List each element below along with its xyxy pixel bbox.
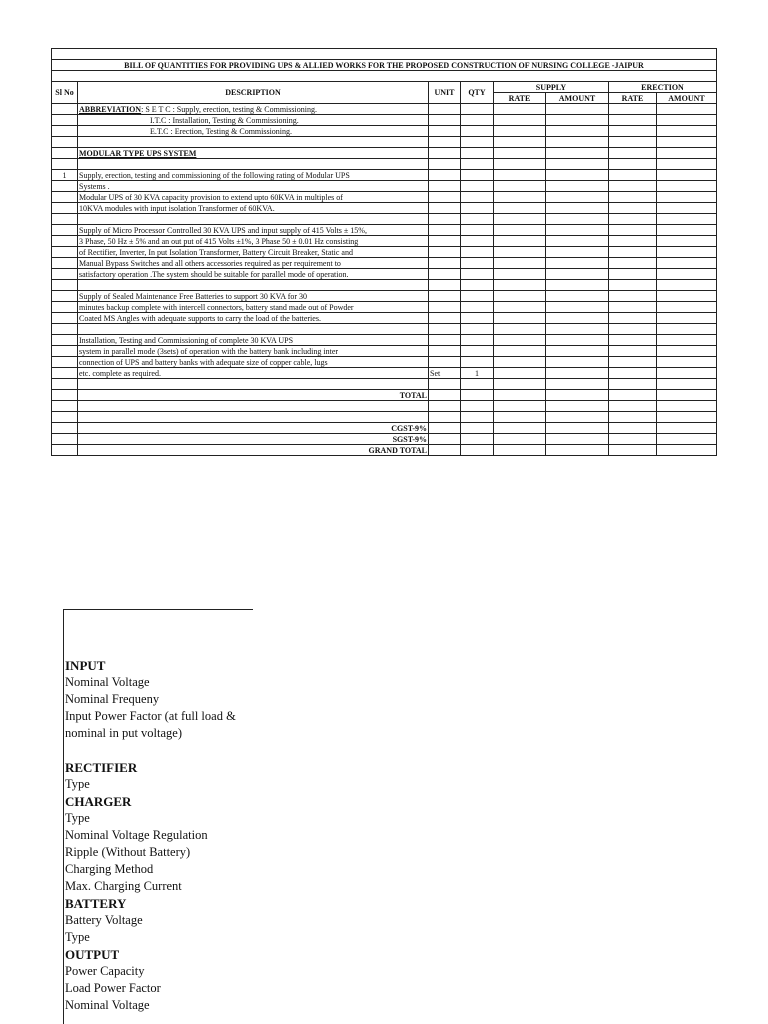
spec-section-heading: OUTPUT	[65, 947, 120, 962]
sgst-label: SGST-9%	[78, 434, 429, 445]
description-line: connection of UPS and battery banks with adequate size of copper cable, lugs	[78, 357, 429, 368]
header-description: DESCRIPTION	[78, 82, 429, 104]
description-row	[52, 357, 717, 368]
abbreviation-label: ABBREVIATION	[79, 104, 142, 114]
description-row	[52, 203, 717, 214]
spec-section-heading: INPUT	[65, 658, 106, 673]
spec-item: Ripple (Without Battery)	[65, 845, 191, 859]
header-erection-amount: AMOUNT	[657, 93, 717, 104]
abbreviation-etc: E.T.C : Erection, Testing & Commissioning.	[78, 126, 429, 137]
header-supply-amount: AMOUNT	[546, 93, 609, 104]
spec-item: Power Capacity	[65, 964, 145, 978]
abbreviation-setc: : S E T C : Supply, erection, testing & Commissioning.	[141, 104, 317, 114]
header-erection: ERECTION	[609, 82, 717, 93]
description-row	[52, 368, 717, 379]
description-line: Coated MS Angles with adequate supports to carry the load of the batteries.	[78, 313, 429, 324]
blank-row	[52, 71, 717, 82]
description-line: minutes backup complete with intercell connectors, battery stand made out of Powder	[78, 302, 429, 313]
description-line: etc. complete as required.	[78, 368, 429, 379]
description-row	[52, 192, 717, 203]
spec-item: nominal in put voltage)	[65, 726, 182, 740]
description-row	[52, 291, 717, 302]
description-line: system in parallel mode (3sets) of operation with the battery bank including inter	[78, 346, 429, 357]
description-line: Modular UPS of 30 KVA capacity provision to extend upto 60KVA in multiples of	[78, 192, 429, 203]
spec-item: Load Power Factor	[65, 981, 161, 995]
header-erection-rate: RATE	[609, 93, 657, 104]
spec-section-heading: CHARGER	[65, 794, 132, 809]
description-row	[52, 225, 717, 236]
spec-item	[65, 742, 236, 759]
spec-section-heading: RECTIFIER	[65, 760, 138, 775]
section-heading: MODULAR TYPE UPS SYSTEM	[78, 148, 429, 159]
spec-box-top-border	[63, 609, 253, 610]
header-sl-no: Sl No	[52, 82, 78, 104]
description-row	[52, 247, 717, 258]
description-line: Systems .	[78, 181, 429, 192]
item-sl-no: 1	[52, 170, 78, 181]
spec-item: Nominal Frequeny	[65, 692, 160, 706]
description-row	[52, 269, 717, 280]
blank-row	[52, 49, 717, 60]
spec-item: Input Power Factor (at full load &	[65, 709, 236, 723]
description-line	[78, 214, 429, 225]
description-row	[52, 313, 717, 324]
ups-specification-list	[65, 657, 236, 1014]
description-row	[52, 280, 717, 291]
header-unit: UNIT	[429, 82, 461, 104]
description-row	[52, 236, 717, 247]
spec-item: Nominal Voltage	[65, 675, 150, 689]
header-qty: QTY	[461, 82, 494, 104]
spec-item: Charging Method	[65, 862, 154, 876]
description-row	[52, 324, 717, 335]
header-supply: SUPPLY	[494, 82, 609, 93]
description-row	[52, 170, 717, 181]
spec-item: Type	[65, 777, 90, 791]
item-qty: 1	[461, 368, 494, 379]
boq-title: BILL OF QUANTITIES FOR PROVIDING UPS & ALLIED WORKS FOR THE PROPOSED CONSTRUCTION OF NURSING COLLEGE -JAIPUR	[52, 60, 717, 71]
description-line: Manual Bypass Switches and all others accessories required as per requirement to	[78, 258, 429, 269]
description-line	[78, 280, 429, 291]
item-unit: Set	[429, 368, 461, 379]
header-supply-rate: RATE	[494, 93, 546, 104]
total-label: TOTAL	[78, 390, 429, 401]
description-line: Supply, erection, testing and commissioning of the following rating of Modular UPS	[78, 170, 429, 181]
description-line: Supply of Micro Processor Controlled 30 KVA UPS and input supply of 415 Volts ± 15%,	[78, 225, 429, 236]
cgst-label: CGST-9%	[78, 423, 429, 434]
description-row	[52, 335, 717, 346]
spec-item: Max. Charging Current	[65, 879, 182, 893]
description-row	[52, 302, 717, 313]
spec-box-left-border	[63, 609, 64, 1024]
spec-item: Battery Voltage	[65, 913, 143, 927]
description-line: satisfactory operation .The system should be suitable for parallel mode of operation.	[78, 269, 429, 280]
spec-item: Type	[65, 930, 90, 944]
spec-item: Nominal Voltage	[65, 998, 150, 1012]
abbreviation-itc: I.T.C : Installation, Testing & Commissioning.	[78, 115, 429, 126]
description-line	[78, 324, 429, 335]
abbreviation-row	[78, 104, 429, 115]
description-line: Supply of Sealed Maintenance Free Batteries to support 30 KVA for 30	[78, 291, 429, 302]
description-row	[52, 214, 717, 225]
description-line: 3 Phase, 50 Hz ± 5% and an out put of 415 Volts ±1%, 3 Phase 50 ± 0.01 Hz consisting	[78, 236, 429, 247]
description-row	[52, 258, 717, 269]
spec-item: Type	[65, 811, 90, 825]
grand-total-label: GRAND TOTAL	[78, 445, 429, 456]
spec-item: Nominal Voltage Regulation	[65, 828, 208, 842]
description-row	[52, 346, 717, 357]
spec-section-heading: BATTERY	[65, 896, 127, 911]
bill-of-quantities-table	[51, 48, 717, 456]
description-line: of Rectifier, Inverter, In put Isolation Transformer, Battery Circuit Breaker, Static and	[78, 247, 429, 258]
description-row	[52, 181, 717, 192]
description-line: 10KVA modules with input isolation Transformer of 60KVA.	[78, 203, 429, 214]
description-line: Installation, Testing and Commissioning of complete 30 KVA UPS	[78, 335, 429, 346]
